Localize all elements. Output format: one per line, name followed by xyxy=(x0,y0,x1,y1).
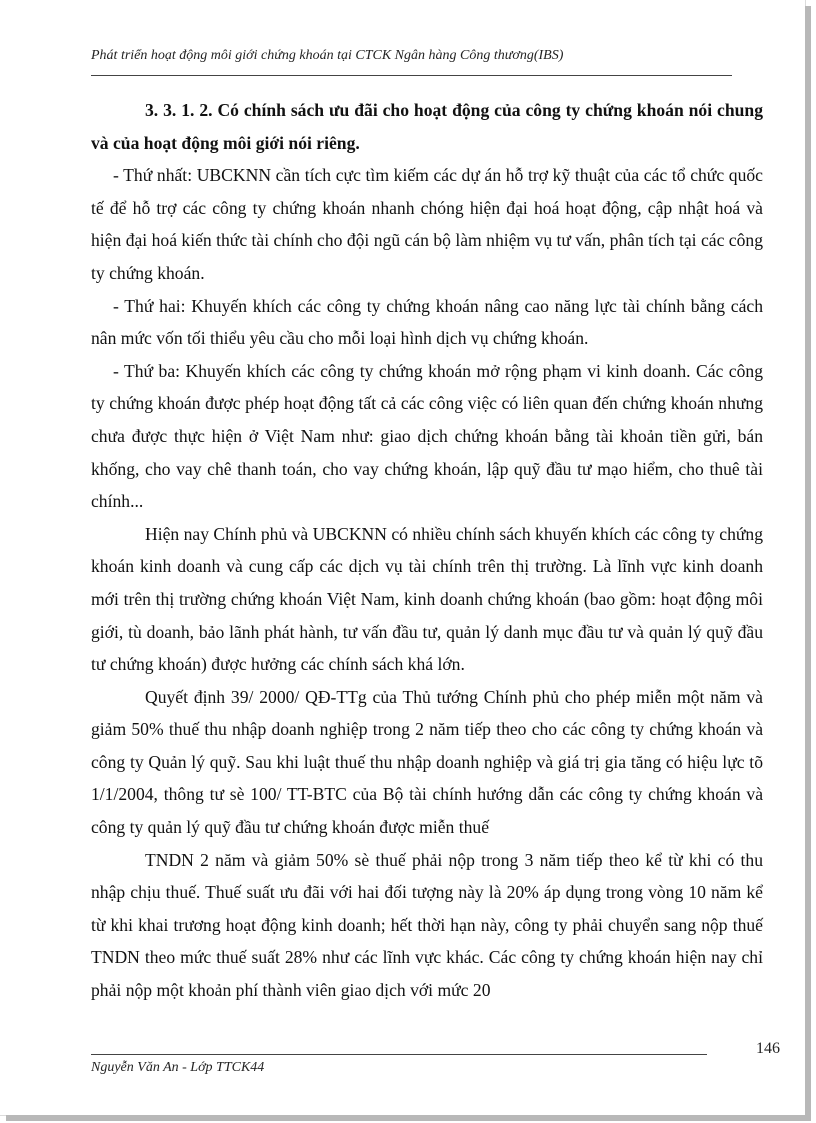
header-rule xyxy=(91,75,732,76)
body-text xyxy=(91,94,763,1007)
footer-rule xyxy=(91,1054,707,1055)
paragraph-tndn: TNDN 2 năm và giảm 50% sè thuế phải nộp trong 3 năm tiếp theo kể từ khi có thu nhập chịu thuế. Thuế suất ưu đãi với hai đối tượng này là 20% áp dụng trong vòng 10 năm kể từ khi khai trương hoạt động kinh doanh; hết thời hạn này, công ty phải chuyển sang nộp thuế TNDN theo mức thuế suất 28% như các lĩnh vực khác. Các công ty chứng khoán hiện nay chỉ phải nộp một khoản phí thành viên giao dịch với mức 20 xyxy=(91,849,763,1001)
paragraph-third: - Thứ ba: Khuyến khích các công ty chứng khoán mở rộng phạm vi kinh doanh. Các công ty chứng khoán được phép hoạt động tất cả các công việc có liên quan đến chứng khoán nhưng chưa được thực hiện ở Việt Nam như: giao dịch chứng khoán bằng tài khoản tiền gửi, bán khống, cho vay chê thanh toán, cho vay chứng khoán, lập quỹ đầu tư mạo hiểm, cho thuê tài chính... xyxy=(91,360,763,512)
running-header: Phát triển hoạt động môi giới chứng khoán tại CTCK Ngân hàng Công thương(IBS) xyxy=(91,48,564,63)
paragraph-first: - Thứ nhất: UBCKNN cần tích cực tìm kiếm các dự án hỗ trợ kỹ thuật của các tổ chức quốc tế để hỗ trợ các công ty chứng khoán nhanh chóng hiện đại hoá hoạt động, cập nhật hoá và hiện đại hoá kiến thức tài chính cho đội ngũ cán bộ làm nhiệm vụ tư vấn, phân tích tại các công ty chứng khoán. xyxy=(91,165,763,283)
page-number: 146 xyxy=(756,1040,780,1057)
paragraph-second: - Thứ hai: Khuyến khích các công ty chứng khoán nâng cao năng lực tài chính bằng cách nân mức vốn tối thiểu yêu cầu cho mỗi loại hình dịch vụ chứng khoán. xyxy=(91,295,763,349)
paragraph-decision-39: Quyết định 39/ 2000/ QĐ-TTg của Thủ tướng Chính phủ cho phép miễn một năm và giảm 50% thuế thu nhập doanh nghiệp trong 2 năm tiếp theo cho các công ty chứng khoán và công ty Quản lý quỹ. Sau khi luật thuế thu nhập doanh nghiệp và giá trị gia tăng có hiệu lực tõ 1/1/2004, thông tư sè 100/ TT-BTC của Bộ tài chính hướng dẫn các công ty chứng khoán và công ty quản lý quỹ đầu tư chứng khoán được miễn thuế xyxy=(91,686,763,838)
section-heading: 3. 3. 1. 2. Có chính sách ưu đãi cho hoạt động của công ty chứng khoán nói chung và của hoạt động môi giới nói riêng. xyxy=(91,100,763,153)
footer-author: Nguyễn Văn An - Lớp TTCK44 xyxy=(91,1060,265,1075)
paragraph-government-policy: Hiện nay Chính phủ và UBCKNN có nhiều chính sách khuyến khích các công ty chứng khoán kinh doanh và cung cấp các dịch vụ tài chính trên thị trường. Là lĩnh vực kinh doanh mới trên thị trường chứng khoán Việt Nam, kinh doanh chứng khoán (bao gồm: hoạt động môi giới, tù doanh, bảo lãnh phát hành, tư vấn đầu tư, quản lý danh mục đầu tư và quản lý quỹ đầu tư chứng khoán) được hưởng các chính sách khá lớn. xyxy=(91,523,763,675)
